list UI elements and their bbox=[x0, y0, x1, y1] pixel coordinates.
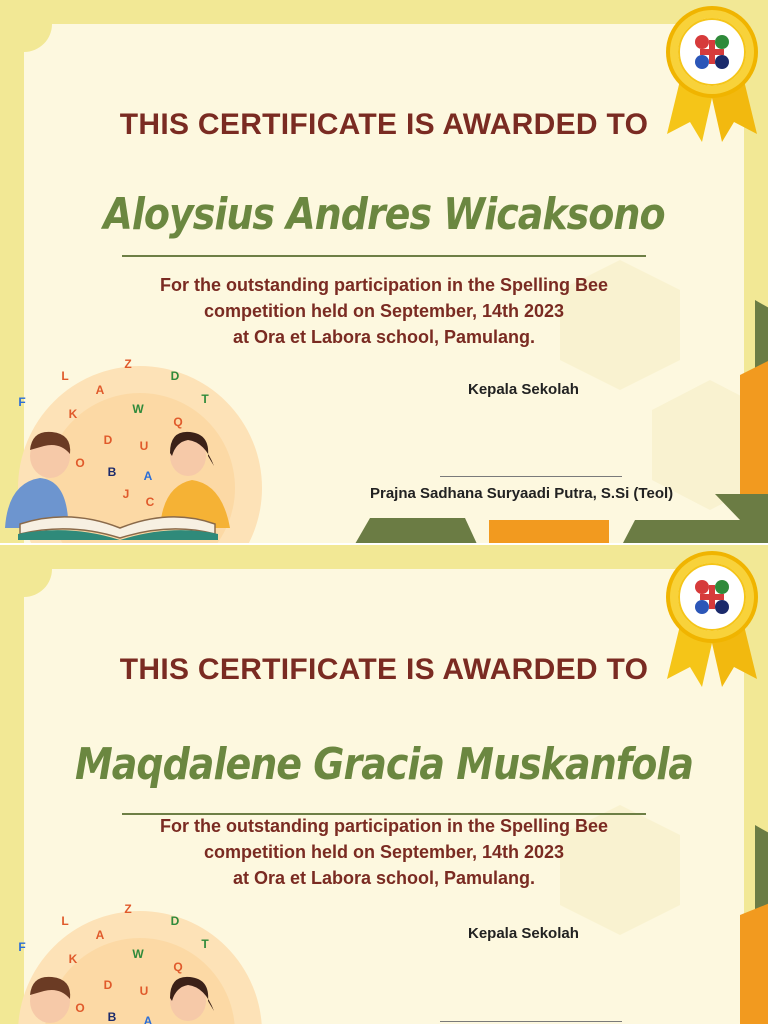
letter: D bbox=[170, 369, 180, 383]
letter: T bbox=[201, 392, 209, 406]
description-line: For the outstanding participation in the Spelling Bee bbox=[159, 275, 608, 295]
description-line: competition held on September, 14th 2023 bbox=[203, 842, 565, 862]
letter: T bbox=[201, 937, 209, 951]
description-line: at Ora et Labora school, Pamulang. bbox=[232, 868, 536, 888]
signature-line bbox=[440, 1021, 622, 1022]
recipient-name: Maqdalene Gracia Muskanfola bbox=[74, 738, 694, 790]
recipient-name: Aloysius Andres Wicaksono bbox=[103, 188, 665, 240]
letter: D bbox=[170, 914, 180, 928]
letter: O bbox=[75, 456, 85, 470]
name-underline bbox=[122, 255, 646, 257]
letter: J bbox=[122, 487, 130, 501]
letter: B bbox=[107, 1010, 117, 1024]
letter: O bbox=[75, 1001, 85, 1015]
signature-line bbox=[440, 476, 622, 477]
letter: W bbox=[132, 947, 144, 961]
letter: K bbox=[68, 952, 78, 966]
letter: L bbox=[61, 369, 69, 383]
letter: B bbox=[107, 465, 117, 479]
letter: D bbox=[103, 978, 113, 992]
reading-kids-illustration bbox=[0, 338, 270, 543]
school-logo-icon bbox=[695, 35, 729, 69]
letter: U bbox=[139, 984, 149, 998]
award-description bbox=[0, 272, 768, 350]
certificate-2 bbox=[0, 545, 768, 1024]
letter: D bbox=[103, 433, 113, 447]
description-line: For the outstanding participation in the Spelling Bee bbox=[159, 816, 608, 836]
letter: L bbox=[61, 914, 69, 928]
school-logo-icon bbox=[695, 580, 729, 614]
description-line: at Ora et Labora school, Pamulang. bbox=[232, 327, 536, 347]
signer-role: Kepala Sekolah bbox=[468, 925, 579, 942]
letter: Z bbox=[124, 902, 132, 916]
signer-role: Kepala Sekolah bbox=[468, 381, 579, 398]
letter: Q bbox=[173, 415, 183, 429]
letter: A bbox=[95, 383, 105, 397]
letter: A bbox=[143, 1014, 153, 1024]
description-line: competition held on September, 14th 2023 bbox=[203, 301, 565, 321]
letter: W bbox=[132, 402, 144, 416]
reading-kids-illustration bbox=[0, 883, 270, 1024]
award-description bbox=[0, 813, 768, 891]
letter: F bbox=[18, 395, 26, 409]
letter: K bbox=[68, 407, 78, 421]
letter: U bbox=[139, 439, 149, 453]
letter: C bbox=[145, 495, 155, 509]
letter: A bbox=[95, 928, 105, 942]
certificate-title: THIS CERTIFICATE IS AWARDED TO bbox=[119, 108, 649, 141]
letter: A bbox=[143, 469, 153, 483]
letter: Q bbox=[173, 960, 183, 974]
certificate-title: THIS CERTIFICATE IS AWARDED TO bbox=[119, 653, 649, 686]
letter: Z bbox=[124, 357, 132, 371]
signer-name: Prajna Sadhana Suryaadi Putra, S.Si (Teol) bbox=[370, 485, 674, 502]
letter: F bbox=[18, 940, 26, 954]
